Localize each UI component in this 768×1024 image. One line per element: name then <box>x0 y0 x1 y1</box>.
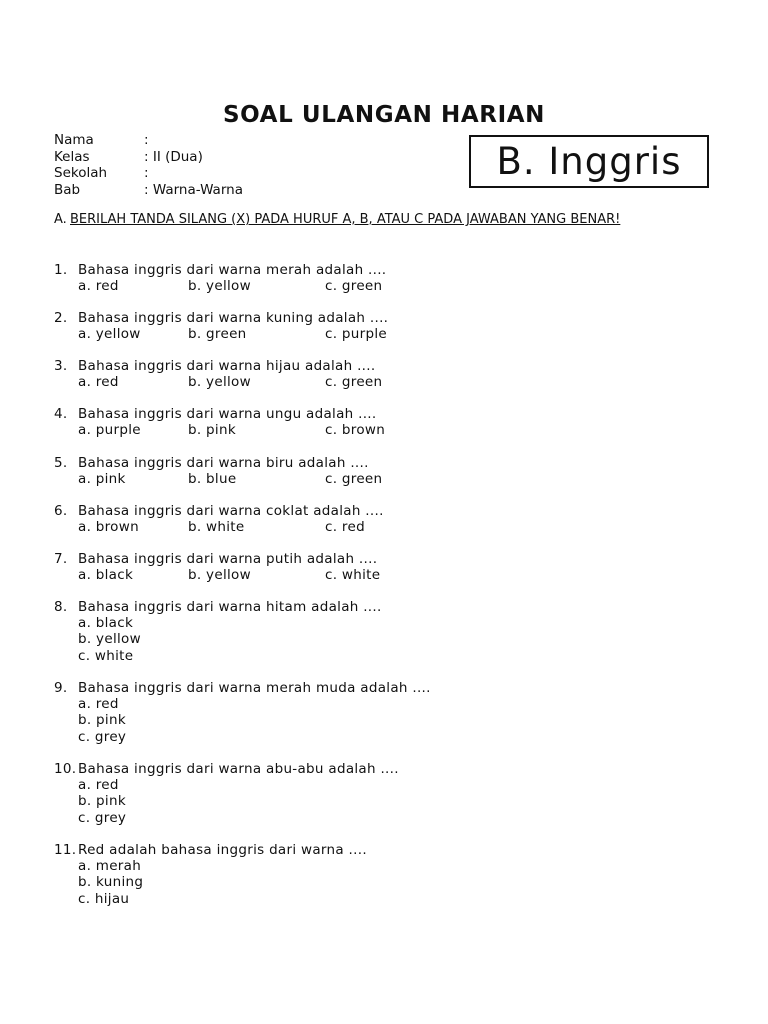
question-number: 2. <box>54 310 68 326</box>
answer-option-b: b. pink <box>78 712 126 729</box>
answer-option-b: b. yellow <box>188 567 251 583</box>
question-item <box>54 680 694 745</box>
question-item <box>54 503 694 535</box>
question-text: Bahasa inggris dari warna biru adalah .... <box>78 455 369 471</box>
answer-option-c: c. purple <box>325 326 388 342</box>
answer-option-a: a. merah <box>78 858 142 874</box>
answer-option-c: c. green <box>325 374 383 390</box>
answer-option-a: a. yellow <box>78 326 141 342</box>
answer-option-b: b. green <box>188 326 247 342</box>
question-stem <box>54 680 694 696</box>
identity-row-nama <box>54 132 243 149</box>
identity-value: : II (Dua) <box>144 148 203 165</box>
identity-label: Kelas <box>54 148 90 165</box>
question-item <box>54 310 694 342</box>
answer-option-a: a. pink <box>78 471 126 487</box>
question-number: 3. <box>54 358 68 374</box>
answer-options <box>54 696 694 745</box>
answer-option-c: c. grey <box>78 728 127 745</box>
question-text: Bahasa inggris dari warna merah muda adalah .... <box>78 680 431 696</box>
answer-option-c: c. white <box>325 567 381 583</box>
answer-options <box>54 471 694 487</box>
question-text: Bahasa inggris dari warna abu-abu adalah .... <box>78 761 399 777</box>
answer-option-c: c. green <box>325 278 383 294</box>
identity-row-bab <box>54 182 243 199</box>
answer-options <box>54 567 694 583</box>
page-title: SOAL ULANGAN HARIAN <box>222 102 546 128</box>
question-stem <box>54 551 694 567</box>
answer-option-b: b. yellow <box>188 278 251 294</box>
answer-options <box>54 326 694 342</box>
question-number: 9. <box>54 680 68 696</box>
question-number: 1. <box>54 262 68 278</box>
question-number: 8. <box>54 599 68 615</box>
answer-options <box>54 615 694 664</box>
subject-box <box>469 135 709 188</box>
question-stem <box>54 503 694 519</box>
question-text: Bahasa inggris dari warna kuning adalah .... <box>78 310 389 326</box>
question-stem <box>54 406 694 422</box>
question-number: 7. <box>54 551 68 567</box>
answer-option-a: a. brown <box>78 519 139 535</box>
question-item <box>54 262 694 294</box>
question-text: Bahasa inggris dari warna hijau adalah .... <box>78 358 376 374</box>
answer-option-a: a. purple <box>78 422 141 438</box>
answer-option-b: b. yellow <box>188 374 251 390</box>
question-item <box>54 551 694 583</box>
question-number: 6. <box>54 503 68 519</box>
answer-option-b: b. pink <box>188 422 236 438</box>
answer-option-a: a. red <box>78 777 119 793</box>
question-stem <box>54 262 694 278</box>
answer-option-c: c. white <box>78 647 134 664</box>
question-item <box>54 761 694 826</box>
answer-option-c: c. green <box>325 471 383 487</box>
answer-option-c: c. brown <box>325 422 386 438</box>
identity-value: : <box>144 132 149 148</box>
instruction-letter: A. <box>54 212 67 227</box>
question-item <box>54 455 694 487</box>
question-number: 4. <box>54 406 68 422</box>
question-stem <box>54 358 694 374</box>
identity-label: Bab <box>54 181 81 198</box>
answer-options <box>54 374 694 390</box>
answer-option-a: a. red <box>78 696 119 712</box>
answer-options <box>54 519 694 535</box>
answer-option-b: b. pink <box>78 793 126 810</box>
question-text: Bahasa inggris dari warna ungu adalah .... <box>78 406 377 422</box>
question-text: Bahasa inggris dari warna merah adalah .... <box>78 262 387 278</box>
answer-options <box>54 278 694 294</box>
question-number: 11. <box>54 842 77 858</box>
instruction <box>54 211 694 229</box>
instruction-text: BERILAH TANDA SILANG (X) PADA HURUF A, B, ATAU C PADA JAWABAN YANG BENAR! <box>70 212 621 227</box>
question-stem <box>54 761 694 777</box>
answer-options <box>54 858 694 907</box>
answer-options <box>54 777 694 826</box>
question-text: Red adalah bahasa inggris dari warna .... <box>78 842 367 858</box>
answer-option-a: a. red <box>78 278 119 294</box>
question-item <box>54 599 694 664</box>
answer-option-b: b. kuning <box>78 874 144 891</box>
question-number: 10. <box>54 761 77 777</box>
subject-label: B. Inggris <box>496 140 682 183</box>
answer-option-a: a. red <box>78 374 119 390</box>
identity-label: Sekolah <box>54 165 108 181</box>
question-number: 5. <box>54 455 68 471</box>
answer-option-b: b. yellow <box>78 631 141 648</box>
answer-option-a: a. black <box>78 615 134 631</box>
answer-option-c: c. red <box>325 519 365 535</box>
question-item <box>54 406 694 438</box>
identity-value: : Warna-Warna <box>144 181 243 198</box>
answer-options <box>54 422 694 438</box>
question-text: Bahasa inggris dari warna putih adalah .... <box>78 551 378 567</box>
answer-option-a: a. black <box>78 567 134 583</box>
question-item <box>54 842 694 907</box>
identity-section <box>54 132 243 198</box>
answer-option-b: b. blue <box>188 471 237 487</box>
question-item <box>54 358 694 390</box>
answer-option-c: c. grey <box>78 809 127 826</box>
identity-row-kelas <box>54 149 243 166</box>
question-stem <box>54 310 694 326</box>
question-text: Bahasa inggris dari warna coklat adalah .... <box>78 503 384 519</box>
question-stem <box>54 455 694 471</box>
answer-option-c: c. hijau <box>78 890 130 907</box>
identity-value: : <box>144 165 149 181</box>
question-stem <box>54 842 694 858</box>
answer-option-b: b. white <box>188 519 245 535</box>
question-text: Bahasa inggris dari warna hitam adalah .... <box>78 599 382 615</box>
question-stem <box>54 599 694 615</box>
identity-row-sekolah <box>54 165 243 182</box>
identity-label: Nama <box>54 132 94 148</box>
